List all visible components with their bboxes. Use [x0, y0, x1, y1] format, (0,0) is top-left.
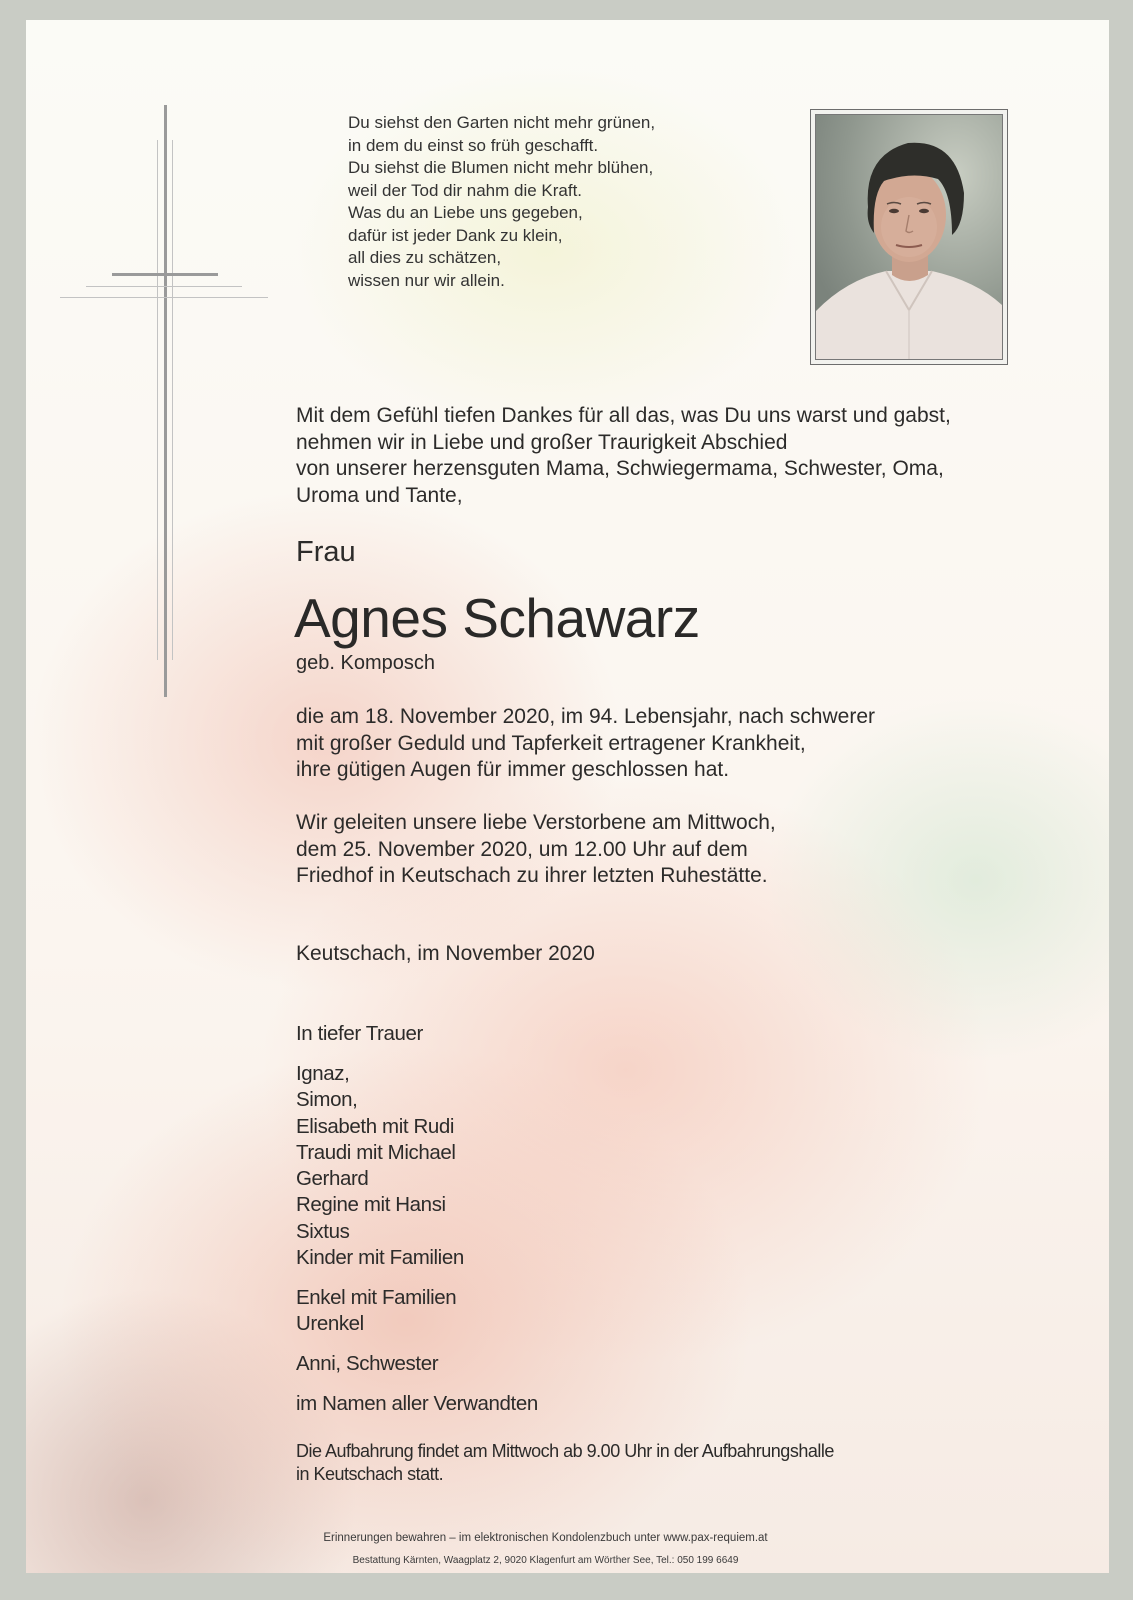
poem-line: wissen nur wir allein.: [348, 270, 505, 290]
intro-line: von unserer herzensguten Mama, Schwiegermama, Schwester, Oma,: [296, 457, 944, 480]
condolence-footer: Erinnerungen bewahren – im elektronischen Kondolenzbuch unter www.pax-requiem.at: [323, 1532, 768, 1544]
deceased-name: Agnes Schawarz: [294, 587, 700, 649]
obituary-card: [26, 20, 1109, 1573]
intro-line: Mit dem Gefühl tiefen Dankes für all das, was Du uns warst und gabst,: [296, 404, 951, 427]
mourning-heading: In tiefer Trauer: [296, 1022, 423, 1045]
mourner: Gerhard: [296, 1167, 369, 1191]
intro-line: Uroma und Tante,: [296, 483, 463, 507]
mourner: Ignaz,: [296, 1062, 350, 1085]
place-date-text: Keutschach, im November 2020: [296, 942, 595, 965]
mourners-children: [296, 1061, 464, 1271]
intro-line: nehmen wir in Liebe und großer Traurigkeit Abschied: [296, 430, 788, 454]
mourner: Enkel mit Familien: [296, 1286, 457, 1309]
death-notice-line: mit großer Geduld und Tapferkeit ertragener Krankheit,: [296, 731, 806, 755]
mourner: Regine mit Hansi: [296, 1193, 446, 1217]
poem: [348, 112, 655, 292]
death-notice-line: ihre gütigen Augen für immer geschlossen hat.: [296, 758, 730, 781]
mourners-grandchildren: [296, 1285, 456, 1338]
poem-line: Was du an Liebe uns gegeben,: [348, 203, 583, 222]
birth-name: geb. Komposch: [296, 652, 435, 674]
poem-line: in dem du einst so früh geschafft.: [348, 135, 599, 155]
viewing-line: Die Aufbahrung findet am Mittwoch ab 9.00 Uhr in der Aufbahrungshalle: [296, 1441, 834, 1461]
mourner: Urenkel: [296, 1312, 364, 1336]
poem-line: all dies zu schätzen,: [348, 248, 502, 267]
poem-line: Du siehst den Garten nicht mehr grünen,: [348, 113, 656, 132]
salutation: Frau: [296, 536, 356, 568]
mourner: Sixtus: [296, 1219, 350, 1243]
mourner: Kinder mit Familien: [296, 1246, 464, 1270]
funeral-line: dem 25. November 2020, um 12.00 Uhr auf dem: [296, 837, 748, 861]
place-date: [296, 941, 1056, 968]
viewing-info: [296, 1440, 834, 1485]
death-notice-line: die am 18. November 2020, im 94. Lebensjahr, nach schwerer: [296, 705, 875, 728]
mourner: Elisabeth mit Rudi: [296, 1114, 455, 1138]
viewing-line: in Keutschach statt.: [296, 1463, 444, 1484]
poem-line: Du siehst die Blumen nicht mehr blühen,: [348, 158, 654, 177]
mourner: Simon,: [296, 1088, 358, 1112]
poem-line: dafür ist jeder Dank zu klein,: [348, 225, 563, 245]
mourner-sibling: Anni, Schwester: [296, 1352, 439, 1375]
funeral-line: Wir geleiten unsere liebe Verstorbene am Mittwoch,: [296, 811, 776, 834]
intro-paragraph: [296, 403, 1056, 509]
portrait-frame: [810, 109, 1008, 365]
undertaker-footer: Bestattung Kärnten, Waagplatz 2, 9020 Klagenfurt am Wörther See, Tel.: 050 199 6649: [352, 1555, 739, 1566]
funeral-info: [296, 810, 1056, 890]
funeral-line: Friedhof in Keutschach zu ihrer letzten Ruhestätte.: [296, 864, 768, 887]
portrait-photo: [815, 114, 1003, 360]
death-notice: [296, 704, 1056, 784]
poem-line: weil der Tod dir nahm die Kraft.: [348, 180, 583, 200]
mourners-relatives: im Namen aller Verwandten: [296, 1392, 538, 1415]
mourner: Traudi mit Michael: [296, 1140, 456, 1164]
